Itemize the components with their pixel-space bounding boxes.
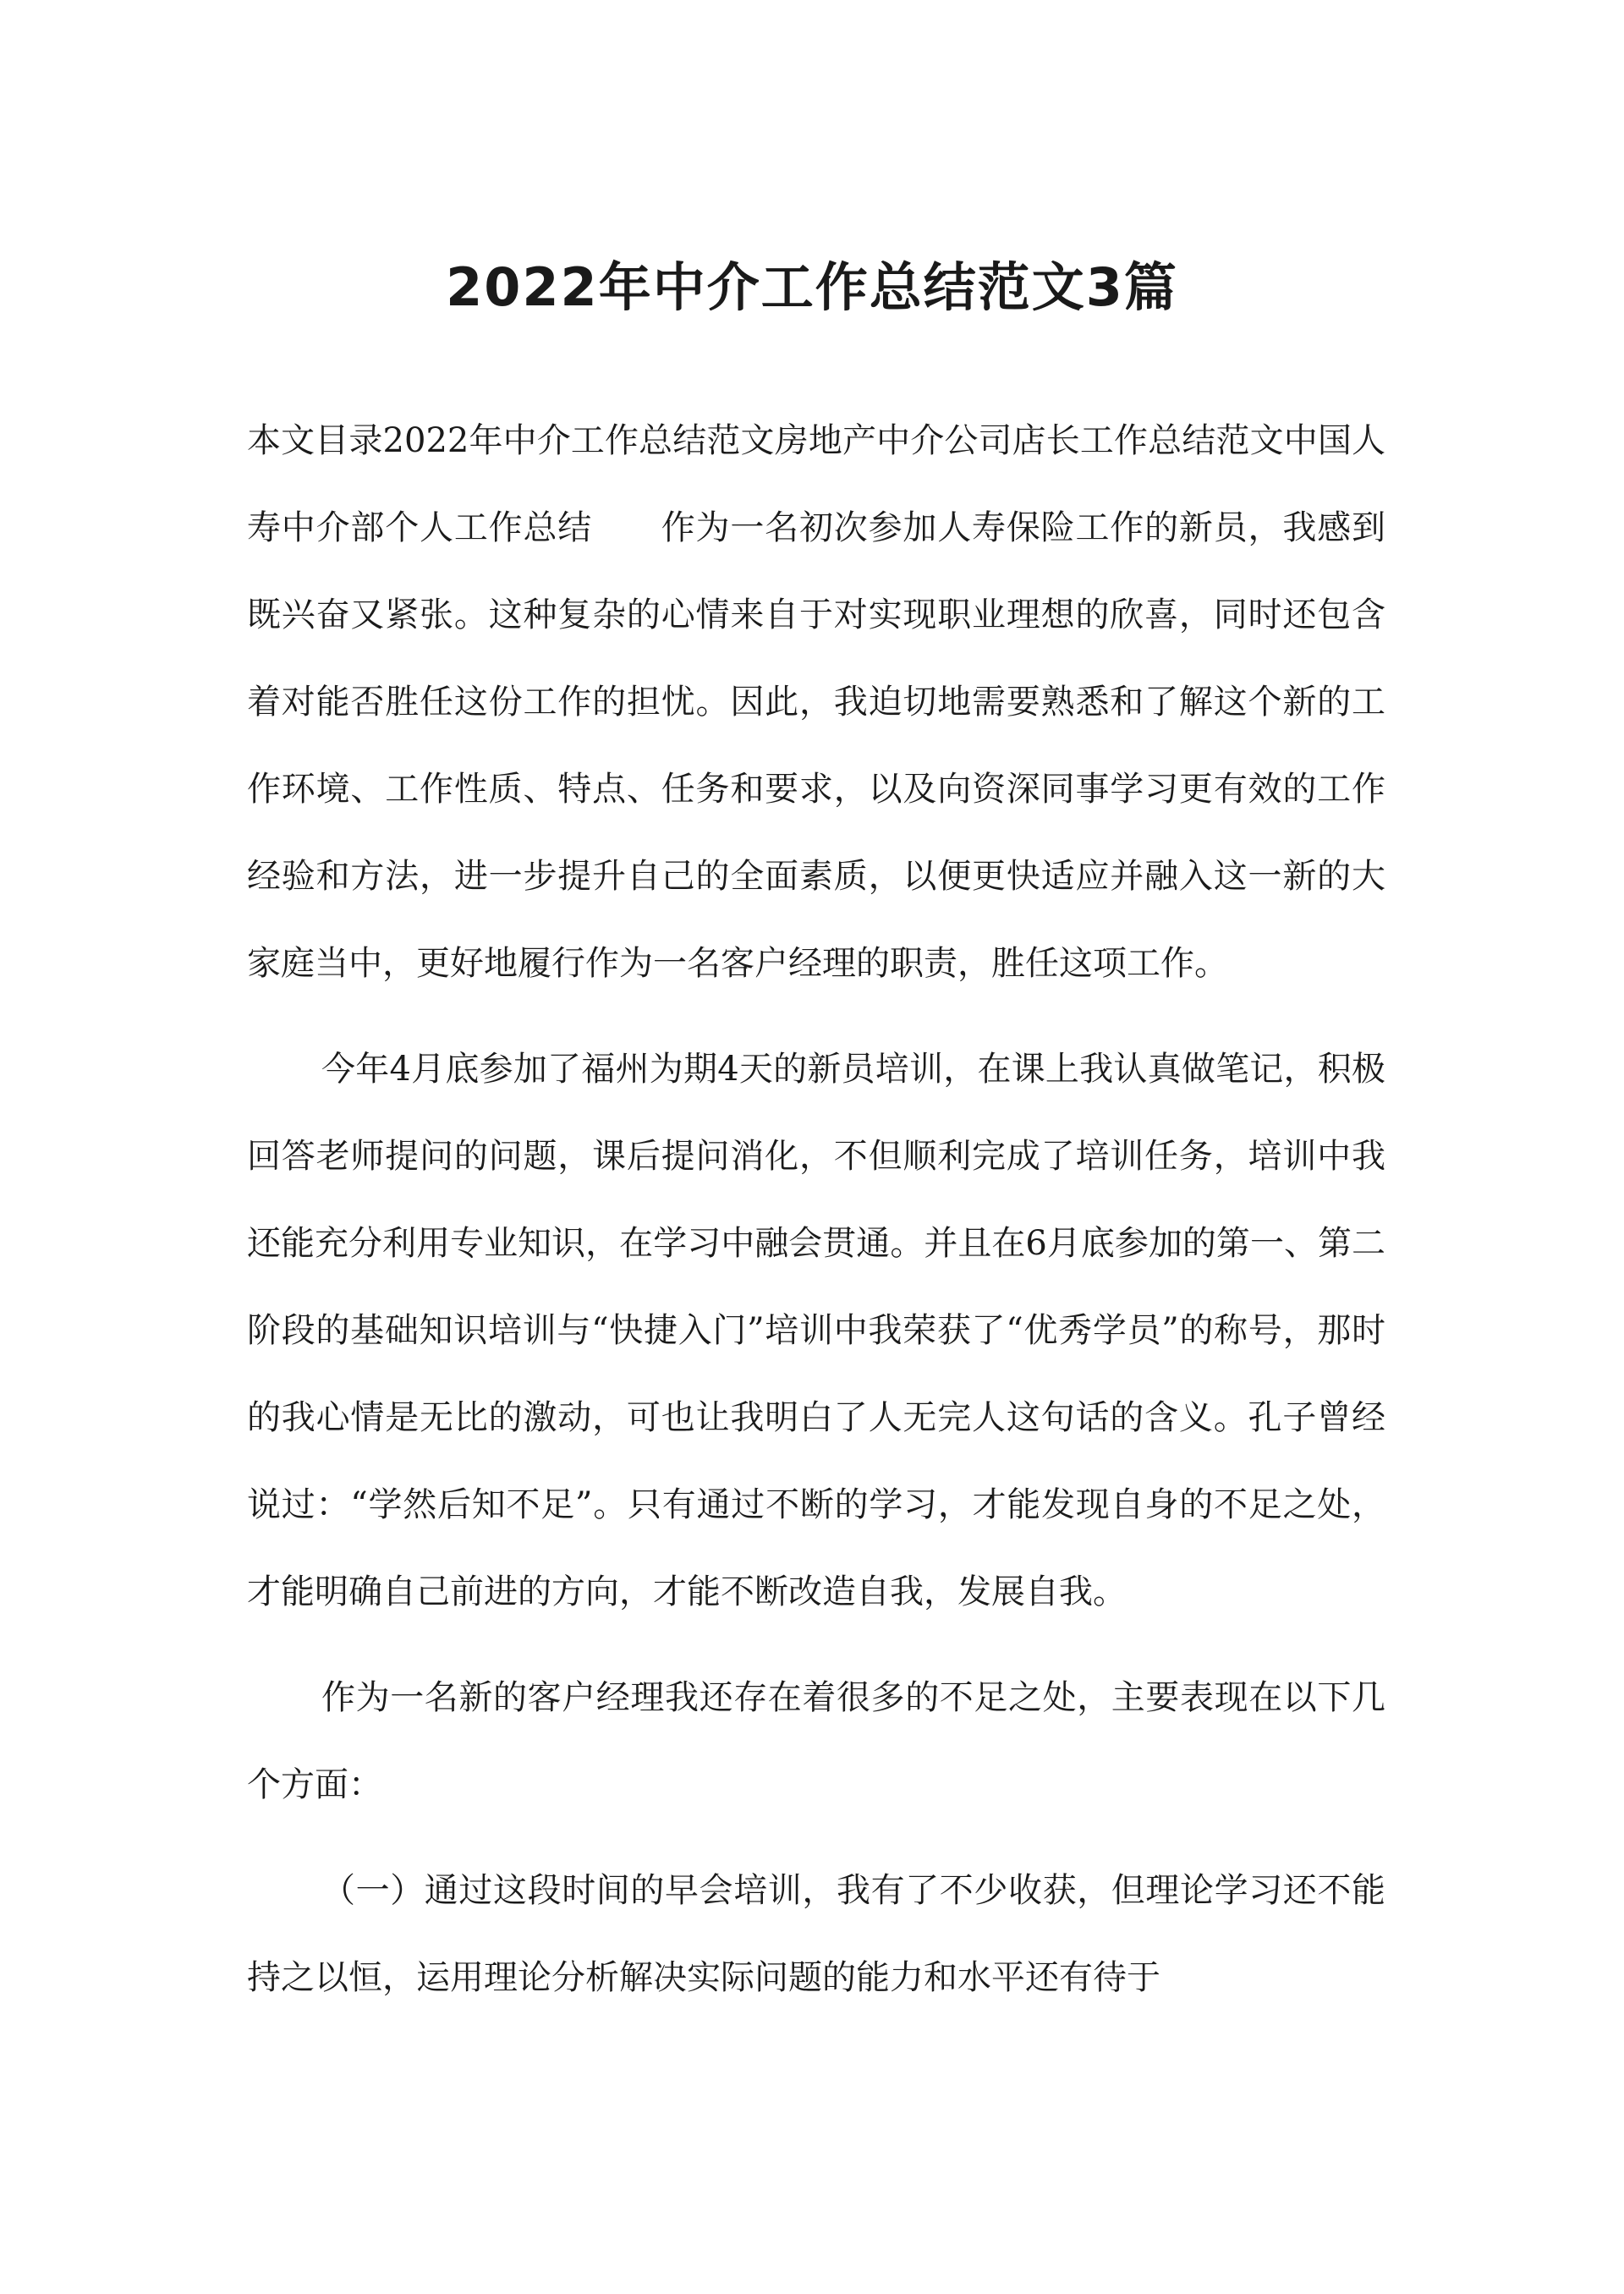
paragraph-shortcomings: 作为一名新的客户经理我还存在着很多的不足之处，主要表现在以下几个方面： [247, 1678, 1385, 1804]
paragraph-intro: 本文目录2022年中介工作总结范文房地产中介公司店长工作总结范文中国人寿中介部个人工作总结 作为一名初次参加人寿保险工作的新员，我感到既兴奋又紧张。这种复杂的心情来自于对实现职业理想的欣喜，同时还包含着对能否胜任这份工作的担忧。因此，我迫切地需要熟悉和了解这个新的工作环境、工作性质、特点、任务和要求，以及向资深同事学习更有效的工作经验和方法，进一步提升自己的全面素质，以便更快适应并融入这一新的大家庭当中，更好地履行作为一名客户经理的职责，胜任这项工作。 [247, 421, 1385, 983]
document-body [247, 398, 1385, 2022]
paragraph-point-one: （一）通过这段时间的早会培训，我有了不少收获，但理论学习还不能持之以恒，运用理论分析解决实际问题的能力和水平还有待于 [247, 1871, 1385, 1997]
document-title: 2022年中介工作总结范文3篇 [446, 256, 1178, 318]
paragraph-training: 今年4月底参加了福州为期4天的新员培训，在课上我认真做笔记，积极回答老师提问的问题，课后提问消化，不但顺利完成了培训任务，培训中我还能充分利用专业知识，在学习中融会贯通。并且在6月底参加的第一、第二阶段的基础知识培训与“快捷入门”培训中我荣获了“优秀学员”的称号，那时的我心情是无比的激动，可也让我明白了人无完人这句话的含义。孔子曾经说过：“学然后知不足”。只有通过不断的学习，才能发现自身的不足之处，才能明确自己前进的方向，才能不断改造自我，发展自我。 [247, 1050, 1385, 1611]
